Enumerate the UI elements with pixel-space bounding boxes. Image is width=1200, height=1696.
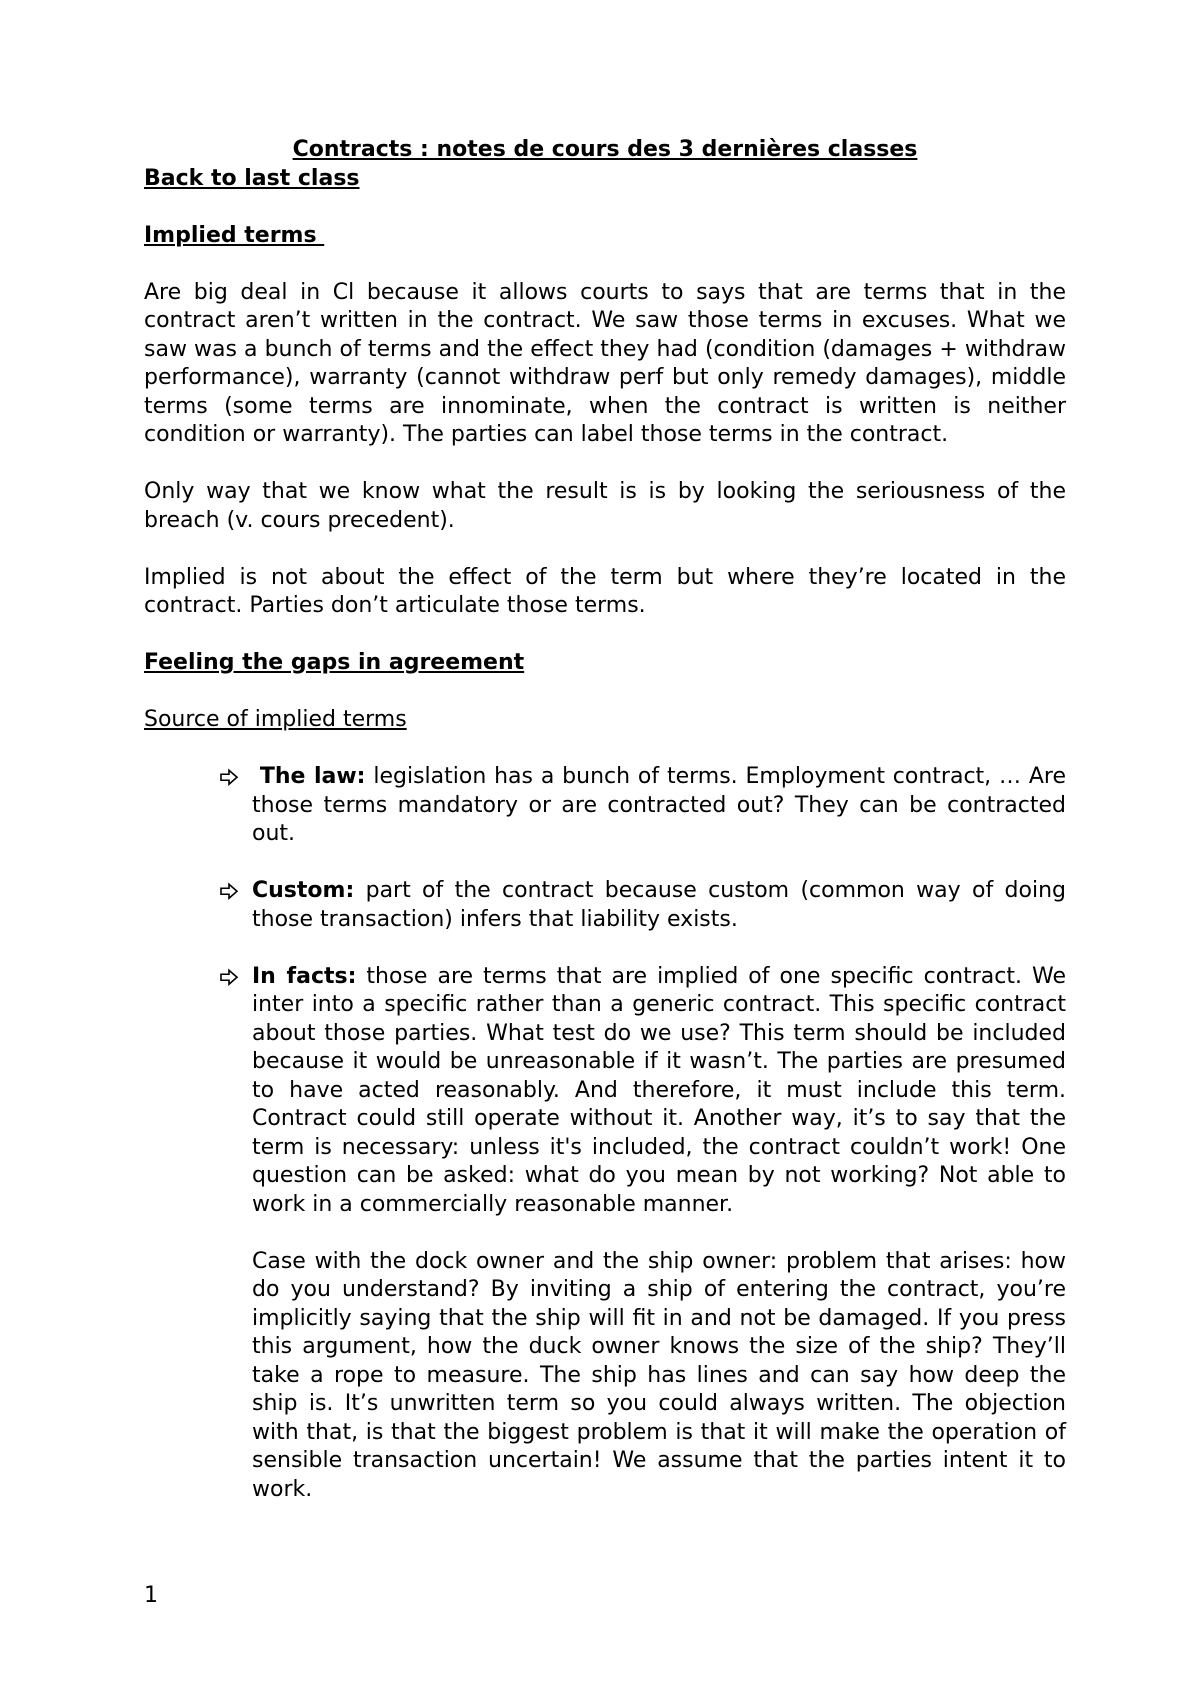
implied-terms-heading: Implied terms xyxy=(144,222,325,248)
bullet-the-law xyxy=(252,763,1066,849)
bullet-text: legislation has a bunch of terms. Employment contract, … Are those terms mandatory or are contracted out? They can be contracted out. xyxy=(252,764,1067,846)
source-of-implied-terms-heading: Source of implied terms xyxy=(144,707,407,732)
bullet-label: In facts: xyxy=(252,963,357,989)
paragraph-implied-location: Implied is not about the effect of the term but where they’re located in the contract. Parties don’t articulate those terms. xyxy=(144,564,1066,618)
bullet-custom xyxy=(252,877,1066,934)
hollow-arrow-icon xyxy=(218,963,242,992)
gaps-heading: Feeling the gaps in agreement xyxy=(144,650,525,675)
bullet-in-facts xyxy=(252,963,1066,1505)
paragraph-implied-terms: Are big deal in Cl because it allows courts to says that are terms that in the contract aren’t written in the contract. We saw those terms in excuses. What we saw was a bunch of terms and the effect they had (condition (damages + withdraw performance), warranty (cannot withdraw perf but only remedy damages), middle terms (some terms are innominate, when the contract is written is neither condition or warranty). The parties can label those terms in the contract. xyxy=(144,279,1066,447)
hollow-arrow-icon xyxy=(218,763,242,792)
back-to-last-class-heading: Back to last class xyxy=(144,165,360,191)
paragraph-seriousness: Only way that we know what the result is is by looking the seriousness of the breach (v. cours precedent). xyxy=(144,479,1066,533)
document-title: Contracts : notes de cours des 3 dernières classes xyxy=(292,137,918,162)
page-number: 1 xyxy=(144,1583,158,1608)
bullet-text: those are terms that are implied of one specific contract. We inter into a specific rather than a generic contract. This specific contract about those parties. What test do we use? This term should be included because it would be unreasonable if it wasn’t. The parties are presumed to have acted reasonably. And therefore, it must include this term. Contract could still operate without it. Another way, it’s to say that the term is necessary: unless it's included, the contract couldn’t work! One question can be asked: what do you mean by not working? Not able to work in a commercially reasonable manner. xyxy=(252,963,1066,1217)
bullet-label: Custom: xyxy=(252,878,355,903)
bullet-text: part of the contract because custom (common way of doing those transaction) infers that liability exists. xyxy=(252,878,1066,932)
bullet-label: The law: xyxy=(259,764,366,789)
bullet-followup-paragraph: Case with the dock owner and the ship owner: problem that arises: how do you understand? By inviting a ship of entering the contract, you’re implicitly saying that the ship will fit in and not be damaged. If you press this argument, how the duck owner knows the size of the ship? They’ll take a rope to measure. The ship has lines and can say how deep the ship is. It’s unwritten term so you could always written. The objection with that, is that the biggest problem is that it will make the operation of sensible transaction uncertain! We assume that the parties intent it to work. xyxy=(252,1248,1066,1502)
document-page xyxy=(144,136,1066,1504)
hollow-arrow-icon xyxy=(218,877,242,906)
